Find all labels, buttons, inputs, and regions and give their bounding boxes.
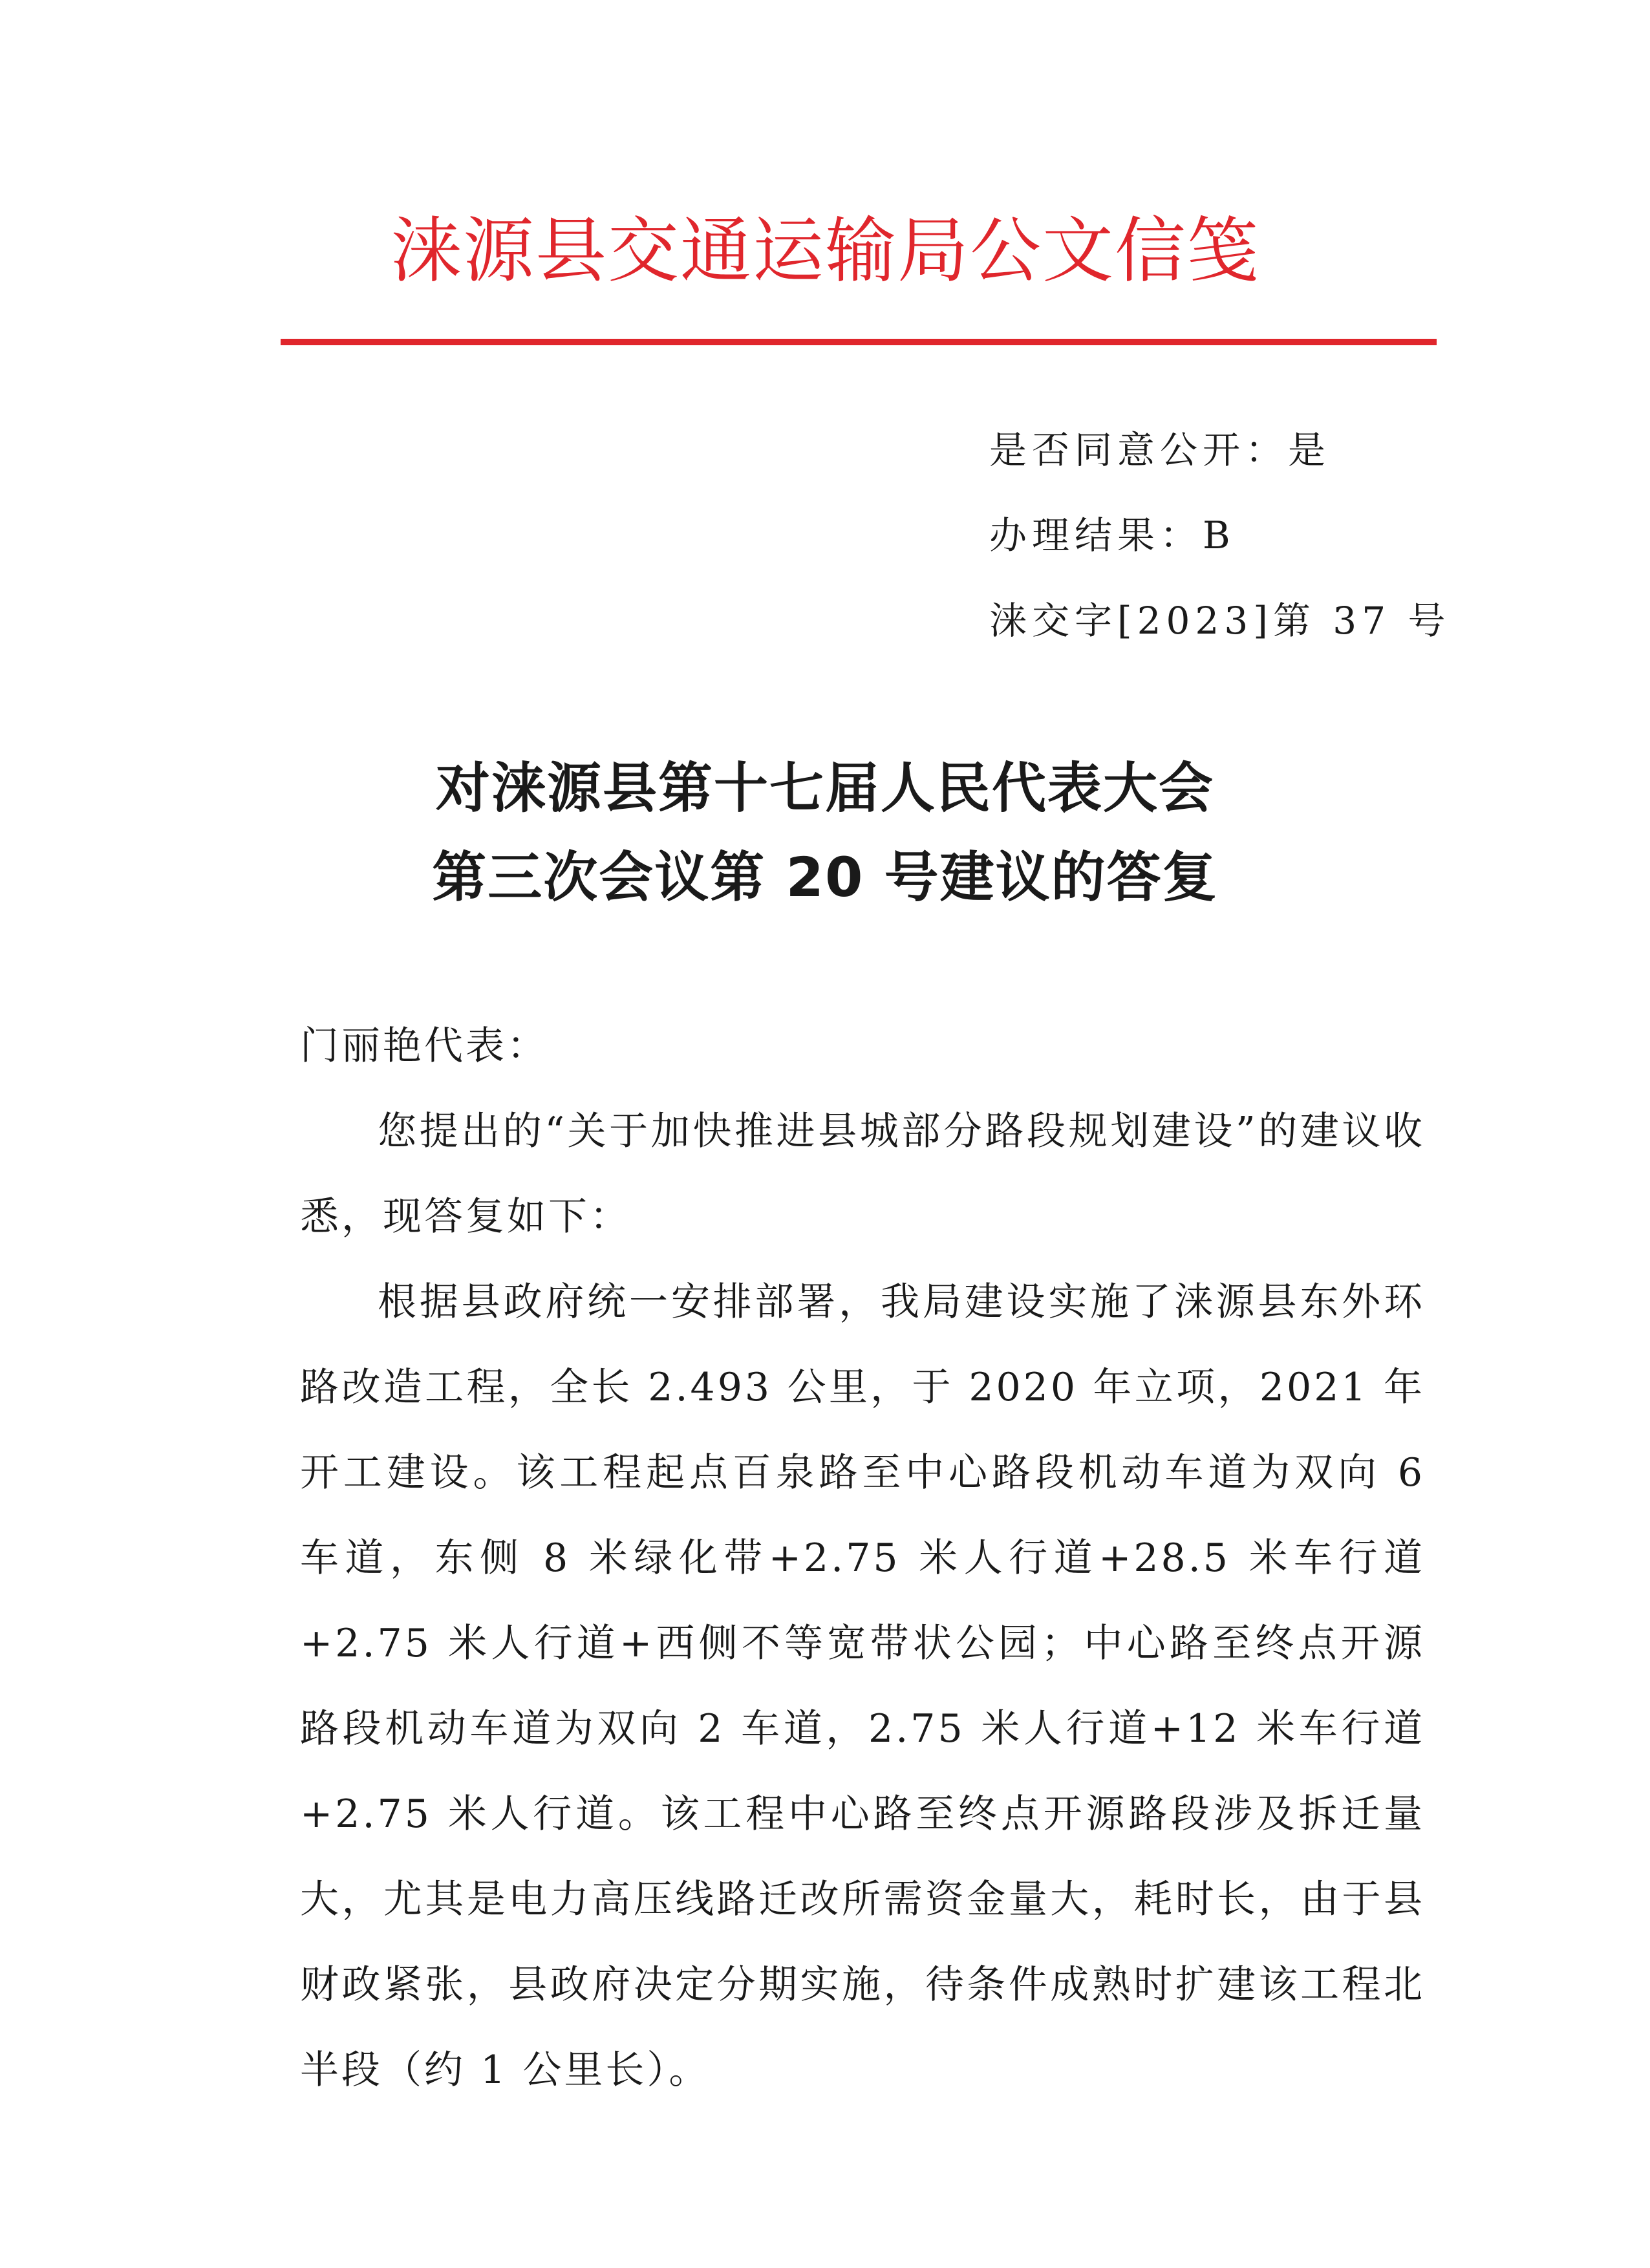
document-title	[0, 744, 1650, 922]
document-body	[300, 1003, 1425, 2113]
public-consent-line: 是否同意公开：是	[989, 428, 1331, 472]
letterhead-red-rule	[281, 339, 1437, 345]
handling-result-line: 办理结果：B	[989, 513, 1236, 557]
document-number-line: 涞交字[2023]第 37 号	[989, 599, 1451, 643]
body-paragraph: 您提出的“关于加快推进县城部分路段规划建设”的建议收悉，现答复如下：	[300, 1109, 1425, 1239]
letterhead-title: 涞源县交通运输局公文信笺	[391, 209, 1259, 292]
salutation: 门丽艳代表：	[300, 1023, 548, 1069]
title-line-1: 对涞源县第十七届人民代表大会	[435, 756, 1214, 820]
document-meta	[989, 407, 1451, 663]
title-line-2: 第三次会议第 20 号建议的答复	[432, 846, 1218, 909]
body-paragraph: 根据县政府统一安排部署，我局建设实施了涞源县东外环路改造工程，全长 2.493 公里，于 2020 年立项，2021 年开工建设。该工程起点百泉路至中心路段机动车道为双向 6 车道，东侧 8 米绿化带+2.75 米人行道+28.5 米车行道+2.75 米人行道+西侧不等宽带状公园；中心路至终点开源路段机动车道为双向 2 车道，2.75 米人行道+12 米车行道+2.75 米人行道。该工程中心路至终点开源路段涉及拆迁量大，尤其是电力高压线路迁改所需资金量大，耗时长，由于县财政紧张，县政府决定分期实施，待条件成熟时扩建该工程北半段（约 1 公里长）。	[300, 1279, 1425, 2093]
